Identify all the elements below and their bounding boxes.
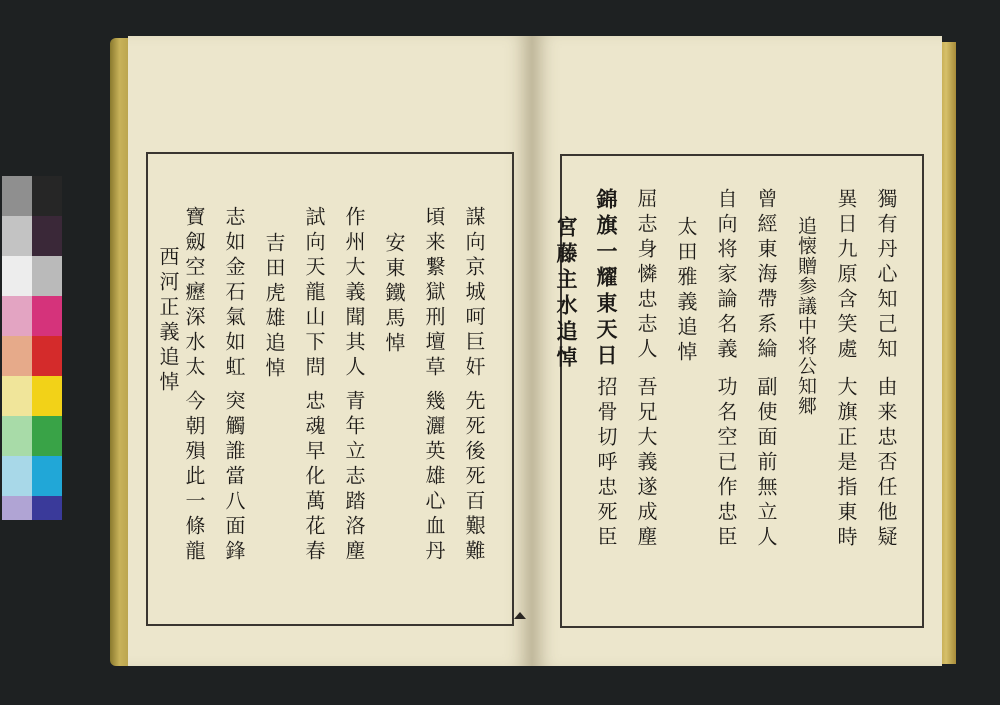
swatch [2, 456, 32, 496]
text-column: 試向天龍山下問 [302, 206, 326, 381]
swatch [2, 296, 32, 336]
text-column: 幾灑英雄心血丹 [422, 390, 446, 565]
text-column: 自向将家論名義 [714, 188, 738, 363]
swatch [32, 336, 62, 376]
swatch [32, 296, 62, 336]
swatch [32, 256, 62, 296]
text-column: 寶劔空癧深水太 [182, 206, 206, 381]
swatch [2, 216, 32, 256]
swatch [32, 216, 62, 256]
text-column: 追懐贈参議中将公知郷 [795, 216, 817, 416]
text-column: 西河正義追悼 [156, 246, 180, 396]
text-column: 獨有丹心知己知 [874, 188, 898, 363]
text-column: 由来忠否任他疑 [874, 376, 898, 551]
text-column: 青年立志踏洛塵 [342, 390, 366, 565]
text-column: 志如金石氣如虹 [222, 206, 246, 381]
swatch [32, 416, 62, 456]
swatch [2, 496, 32, 520]
text-column: 屈志身憐忠志人 [634, 188, 658, 363]
text-column: 功名空已作忠臣 [714, 376, 738, 551]
text-column: 宮藤主水追悼 [554, 216, 579, 372]
text-column: 吾兄大義遂成塵 [634, 376, 658, 551]
text-column: 忠魂早化萬花春 [302, 390, 326, 565]
swatch [2, 336, 32, 376]
open-book [110, 34, 956, 672]
left-page [128, 36, 532, 666]
text-column: 突觸誰當八面鋒 [222, 390, 246, 565]
text-column: 謀向京城呵巨奸 [462, 206, 486, 381]
swatch [2, 256, 32, 296]
swatch [2, 176, 32, 216]
color-calibration-chart [0, 176, 62, 520]
text-column: 曾經東海帶系綸 [754, 188, 778, 363]
text-column: 今朝殞此一條龍 [182, 390, 206, 565]
text-column: 招骨切呼忠死臣 [594, 376, 618, 551]
swatch [2, 416, 32, 456]
text-column: 頃来繋獄刑壇草 [422, 206, 446, 381]
swatch [32, 376, 62, 416]
text-column: 先死後死百艱難 [462, 390, 486, 565]
text-column: 異日九原含笑處 [834, 188, 858, 363]
right-page [532, 36, 942, 666]
text-column: 作州大義聞其人 [342, 206, 366, 381]
text-column: 副使面前無立人 [754, 376, 778, 551]
triangle-mark-icon [514, 612, 526, 619]
swatch [32, 456, 62, 496]
swatch [2, 376, 32, 416]
swatch [32, 176, 62, 216]
text-column: 吉田虎雄追悼 [262, 232, 286, 382]
text-column: 大旗正是指東時 [834, 376, 858, 551]
swatch [32, 496, 62, 520]
text-column: 錦旗一耀東天日 [594, 188, 619, 370]
text-column: 安東鐵馬悼 [382, 232, 406, 357]
text-column: 太田雅義追悼 [674, 216, 698, 366]
